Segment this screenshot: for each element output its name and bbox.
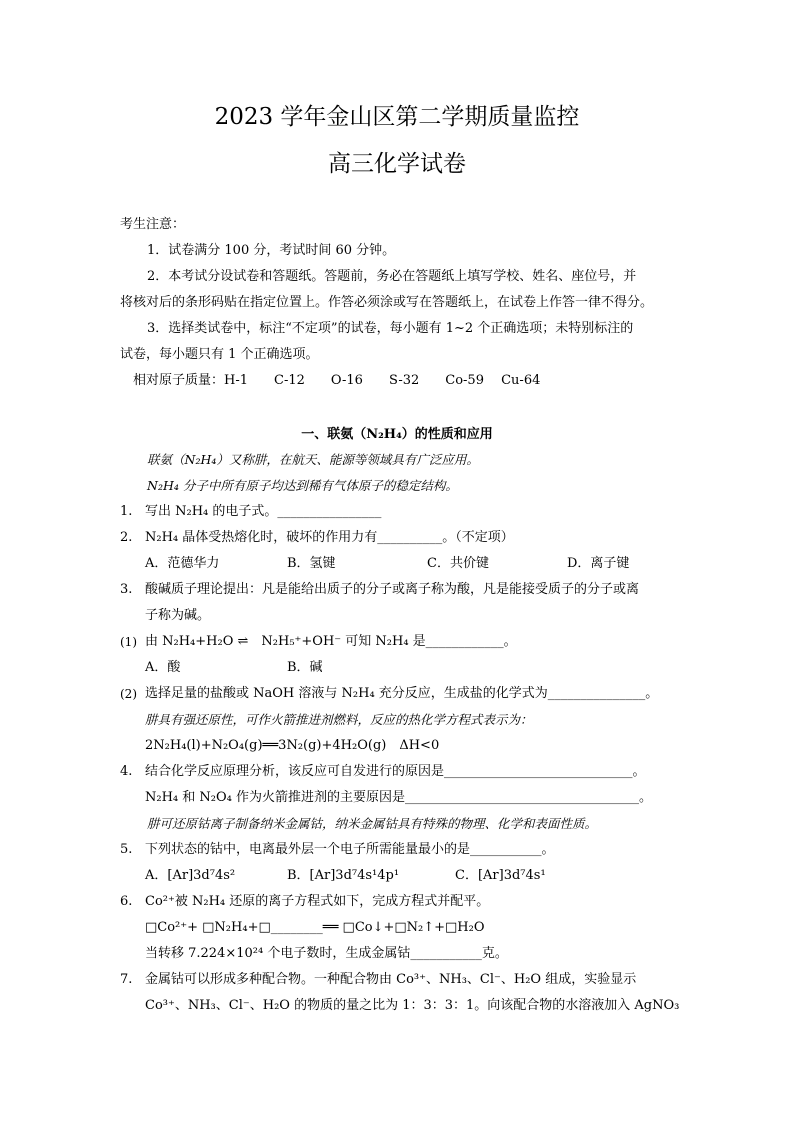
notice-heading: 考生注意： bbox=[120, 217, 186, 232]
notice-item-1: 1．试卷满分 100 分，考试时间 60 分钟。 bbox=[147, 243, 396, 258]
notice-item-2b: 将核对后的条形码贴在指定位置上。作答必须涂或写在答题纸上，在试卷上作答一律不得分。 bbox=[120, 295, 654, 310]
atomic-masses: 相对原子质量：H-1 C-12 O-16 S-32 Co-59 Cu-64 bbox=[133, 373, 541, 388]
cobalt-note: 肼可还原钴离子制备纳米金属钴，纳米金属钴具有特殊的物理、化学和表面性质。 bbox=[147, 816, 598, 831]
question-3b: 子称为碱。 bbox=[145, 608, 211, 623]
question-1: 写出 N₂H₄ 的电子式。________________ bbox=[145, 504, 382, 519]
question-3-1: 由 N₂H₄+H₂O ⇌ N₂H₅⁺+OH⁻ 可知 N₂H₄ 是____________。 bbox=[145, 634, 517, 649]
q2-option-d: D．离子键 bbox=[567, 556, 630, 571]
question-number: 1. bbox=[120, 504, 133, 519]
question-6: Co²⁺被 N₂H₄ 还原的离子方程式如下，完成方程式并配平。 bbox=[145, 894, 490, 909]
exam-title: 2023 学年金山区第二学期质量监控 bbox=[214, 104, 580, 130]
question-number: 2. bbox=[120, 530, 133, 545]
question-7a: 金属钴可以形成多种配合物。一种配合物由 Co³⁺、NH₃、Cl⁻、H₂O 组成，实验显示 bbox=[145, 972, 637, 987]
section-heading: 一、联氨（N₂H₄）的性质和应用 bbox=[301, 427, 493, 442]
question-number: 6. bbox=[120, 894, 133, 909]
question-4b: N₂H₄ 和 N₂O₄ 作为火箭推进剂的主要原因是____________________________________。 bbox=[145, 790, 652, 805]
q2-option-b: B．氢键 bbox=[287, 556, 336, 571]
notice-item-3a: 3．选择类试卷中，标注“不定项”的试卷，每小题有 1~2 个正确选项；未特别标注的 bbox=[147, 321, 634, 336]
question-4a: 结合化学反应原理分析，该反应可自发进行的原因是_____________________________。 bbox=[145, 764, 646, 779]
sub-question-number: (2) bbox=[120, 687, 137, 701]
question-number: 4. bbox=[120, 764, 133, 779]
thermochemical-equation: 2N₂H₄(l)+N₂O₄(g)══3N₂(g)+4H₂O(g) ΔH<0 bbox=[145, 738, 440, 753]
ionic-equation: □Co²⁺+ □N₂H₄+□________══ □Co↓+□N₂↑+□H₂O bbox=[145, 920, 485, 935]
exam-subtitle: 高三化学试卷 bbox=[328, 151, 466, 177]
intro-line-2: N₂H₄ 分子中所有原子均达到稀有气体原子的稳定结构。 bbox=[147, 478, 458, 493]
notice-item-2a: 2．本考试分设试卷和答题纸。答题前，务必在答题纸上填写学校、姓名、座位号，并 bbox=[147, 269, 637, 284]
q2-option-c: C．共价键 bbox=[427, 556, 489, 571]
question-number: 7. bbox=[120, 972, 133, 987]
question-2: N₂H₄ 晶体受热熔化时，破坏的作用力有__________。（不定项） bbox=[145, 530, 514, 545]
question-5: 下列状态的钴中，电离最外层一个电子所需能量最小的是___________。 bbox=[145, 842, 555, 857]
q3-1-option-b: B．碱 bbox=[287, 660, 323, 675]
question-7b: Co³⁺、NH₃、Cl⁻、H₂O 的物质的量之比为 1：3：3：1。向该配合物的水溶液加入 AgNO₃ bbox=[145, 998, 680, 1013]
sub-question-number: (1) bbox=[120, 635, 137, 649]
q5-option-b: B．[Ar]3d⁷4s¹4p¹ bbox=[287, 868, 400, 883]
hydrazine-note: 肼具有强还原性，可作火箭推进剂燃料，反应的热化学方程式表示为： bbox=[145, 712, 533, 727]
question-number: 3. bbox=[120, 582, 133, 597]
notice-item-3b: 试卷，每小题只有 1 个正确选项。 bbox=[120, 347, 319, 362]
question-number: 5. bbox=[120, 842, 133, 857]
q5-option-a: A．[Ar]3d⁷4s² bbox=[145, 868, 236, 883]
question-6b: 当转移 7.224×10²⁴ 个电子数时，生成金属钴___________克。 bbox=[145, 946, 508, 961]
q5-option-c: C．[Ar]3d⁷4s¹ bbox=[455, 868, 546, 883]
q3-1-option-a: A．酸 bbox=[145, 660, 181, 675]
question-3a: 酸碱质子理论提出：凡是能给出质子的分子或离子称为酸，凡是能接受质子的分子或离 bbox=[145, 582, 640, 597]
intro-line-1: 联氨（N₂H₄）又称肼，在航天、能源等领域具有广泛应用。 bbox=[147, 452, 479, 467]
question-3-2: 选择足量的盐酸或 NaOH 溶液与 N₂H₄ 充分反应，生成盐的化学式为_______________。 bbox=[145, 686, 659, 701]
q2-option-a: A．范德华力 bbox=[145, 556, 220, 571]
